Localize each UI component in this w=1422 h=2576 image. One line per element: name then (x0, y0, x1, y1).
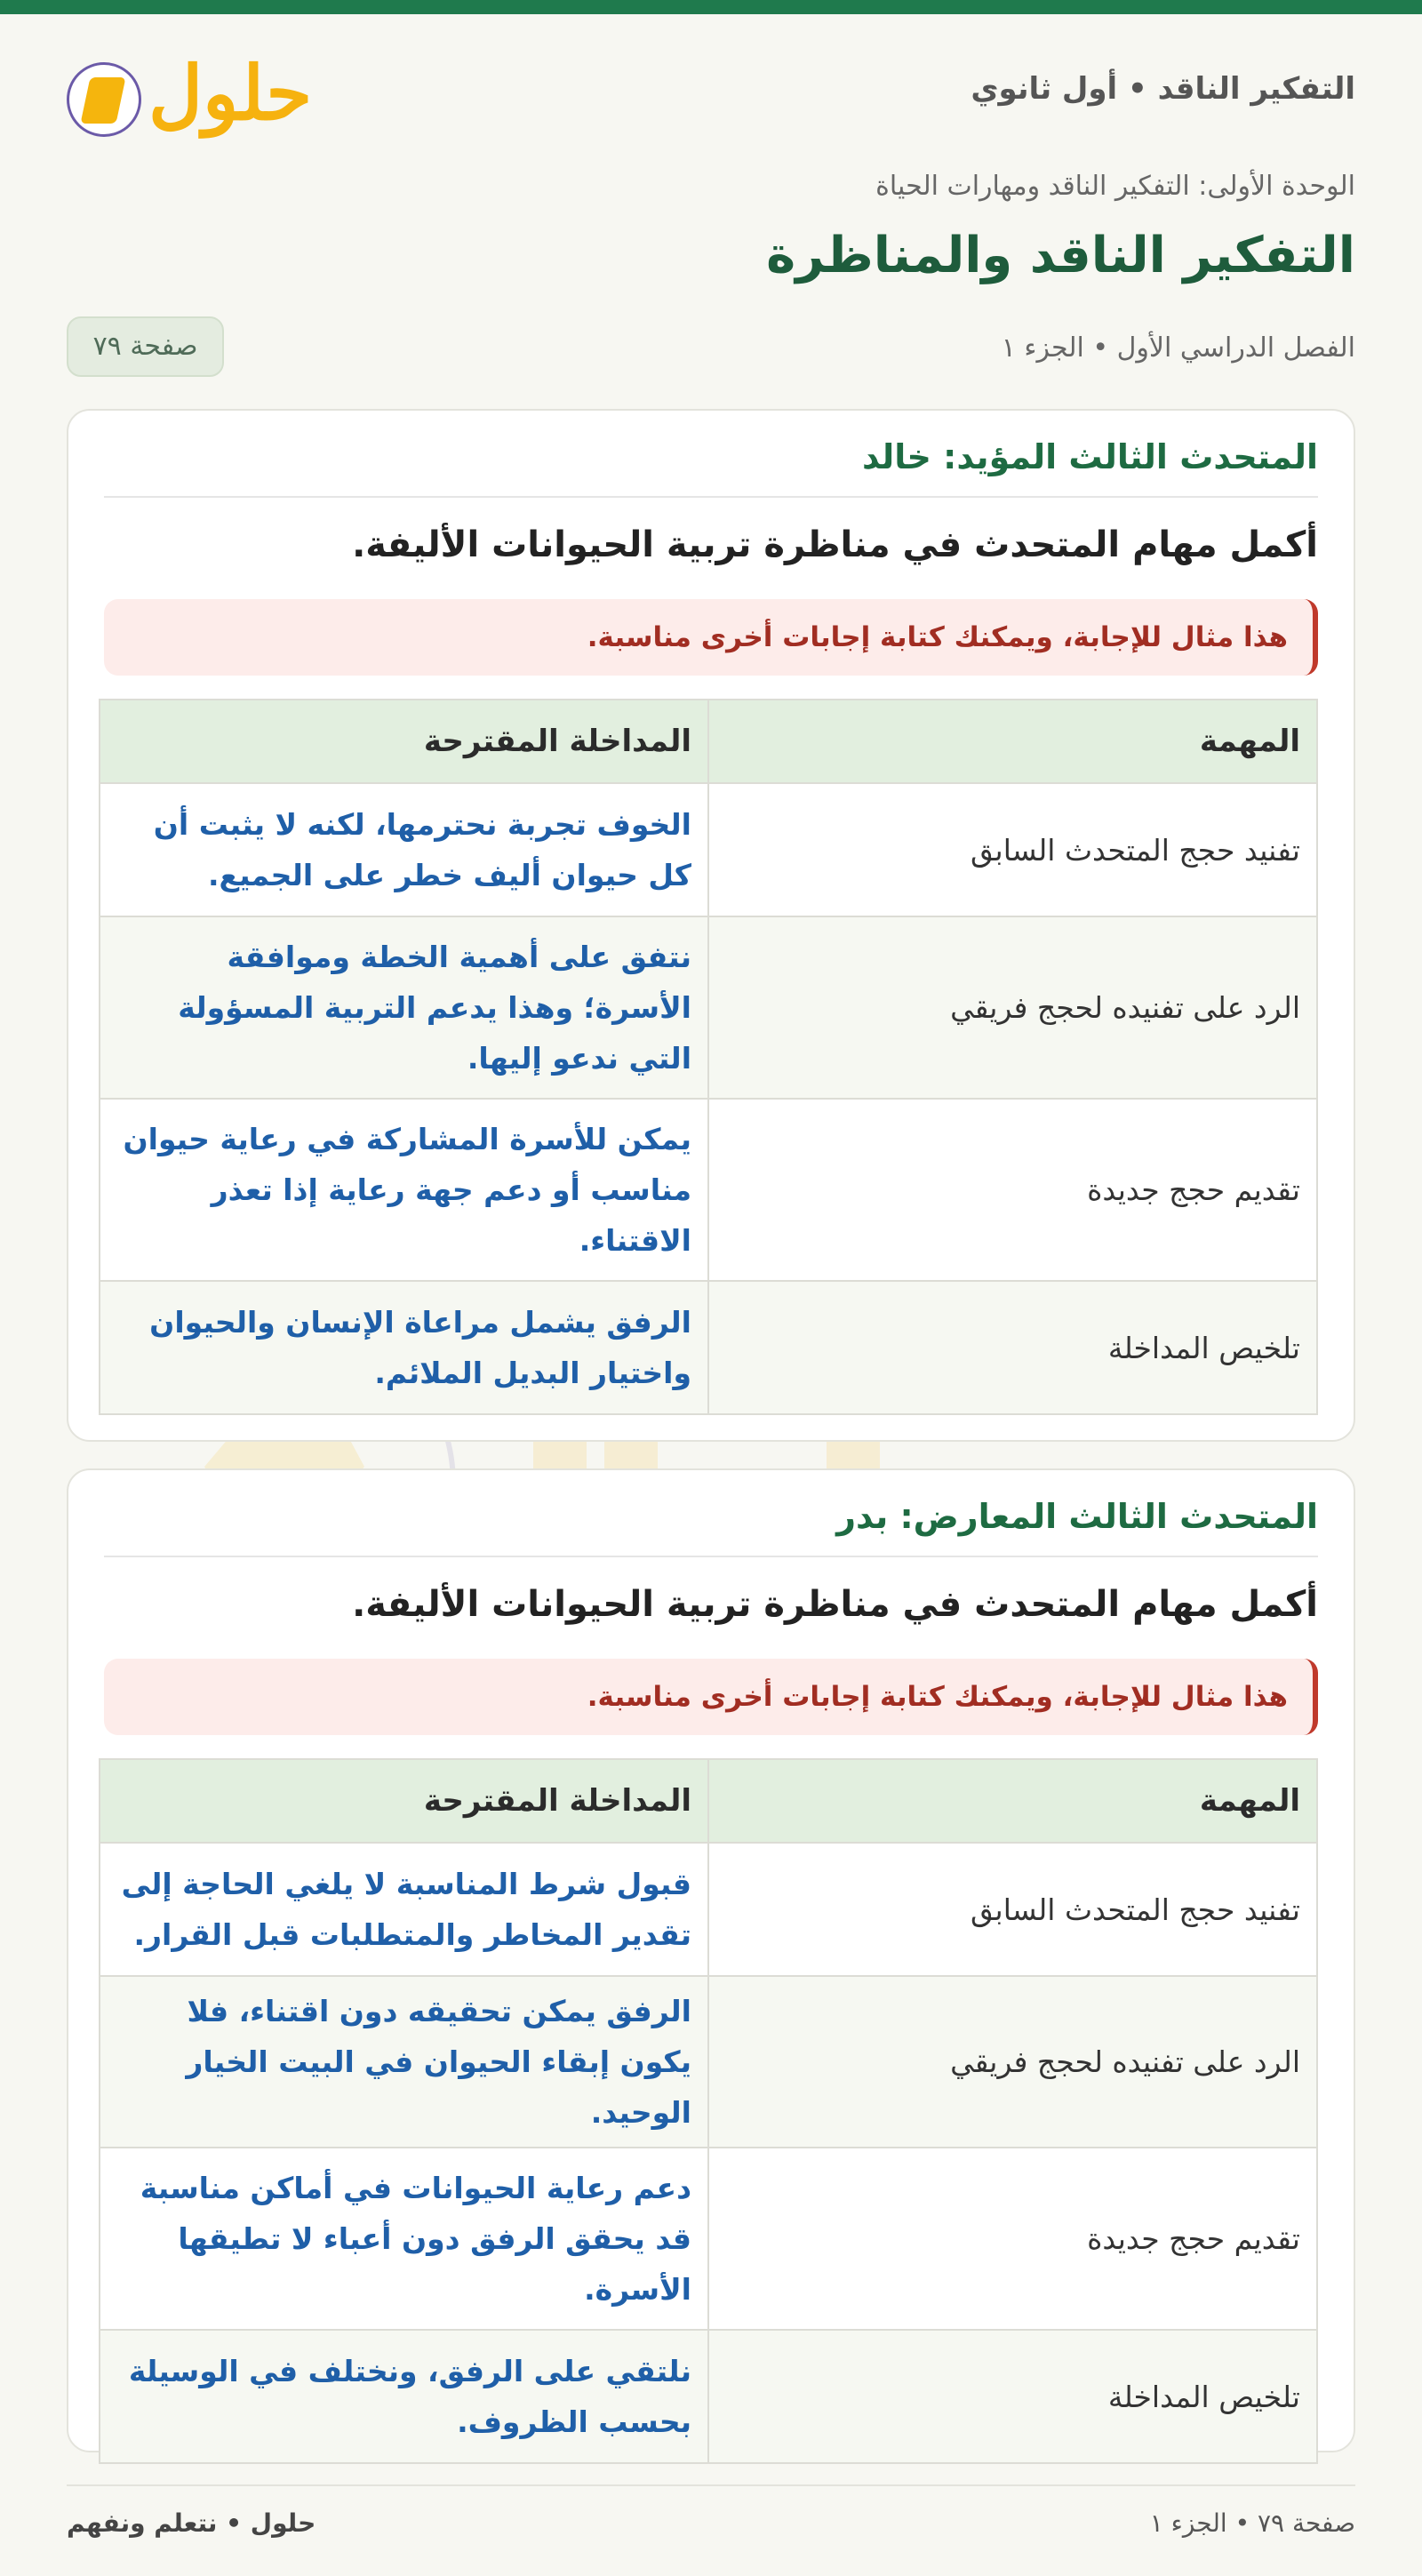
task-cell: تفنيد حجج المتحدث السابق (708, 783, 1317, 916)
task-cell: تقديم حجج جديدة (708, 1099, 1317, 1281)
speaker-heading: المتحدث الثالث المعارض: بدر (104, 1497, 1318, 1557)
semester-info: الفصل الدراسي الأول • الجزء ١ (1001, 332, 1355, 364)
table-row (100, 783, 1317, 916)
answer-cell: قبول شرط المناسبة لا يلغي الحاجة إلى تقدير المخاطر والمتطلبات قبل القرار. (100, 1843, 708, 1976)
table-row (100, 1099, 1317, 1281)
column-header-task: المهمة (708, 1759, 1317, 1843)
column-header-answer: المداخلة المقترحة (100, 700, 708, 783)
column-header-task: المهمة (708, 700, 1317, 783)
task-cell: تفنيد حجج المتحدث السابق (708, 1843, 1317, 1976)
task-cell: تلخيص المداخلة (708, 2330, 1317, 2463)
task-cell: تقديم حجج جديدة (708, 2148, 1317, 2330)
example-answer-note: هذا مثال للإجابة، ويمكنك كتابة إجابات أخرى مناسبة. (104, 599, 1318, 676)
course-title: التفكير الناقد • أول ثانوي (971, 71, 1355, 107)
logo-wordmark: حلول (148, 49, 313, 137)
table-row (100, 1976, 1317, 2148)
table-row (100, 1843, 1317, 1976)
task-instruction: أكمل مهام المتحدث في مناظرة تربية الحيوانات الأليفة. (352, 524, 1318, 565)
table-row (100, 1281, 1317, 1414)
task-instruction: أكمل مهام المتحدث في مناظرة تربية الحيوانات الأليفة. (352, 1584, 1318, 1625)
task-cell: تلخيص المداخلة (708, 1281, 1317, 1414)
answer-cell: الرفق يشمل مراعاة الإنسان والحيوان واختيار البديل الملائم. (100, 1281, 708, 1414)
table-row (100, 2148, 1317, 2330)
top-accent-bar (0, 0, 1422, 14)
table-row (100, 2330, 1317, 2463)
column-header-answer: المداخلة المقترحة (100, 1759, 708, 1843)
footer-page-info: صفحة ٧٩ • الجزء ١ (1149, 2508, 1355, 2538)
speaker-card-opponent (67, 1468, 1355, 2452)
page-header (67, 44, 1355, 142)
table-row (100, 916, 1317, 1099)
brand-logo[interactable] (67, 44, 316, 142)
logo-emblem-icon (67, 62, 141, 137)
answer-cell: الخوف تجربة نحترمها، لكنه لا يثبت أن كل حيوان أليف خطر على الجميع. (100, 783, 708, 916)
example-answer-note: هذا مثال للإجابة، ويمكنك كتابة إجابات أخرى مناسبة. (104, 1659, 1318, 1735)
speaker-heading: المتحدث الثالث المؤيد: خالد (104, 437, 1318, 498)
answer-cell: دعم رعاية الحيوانات في أماكن مناسبة قد يحقق الرفق دون أعباء لا تطيقها الأسرة. (100, 2148, 708, 2330)
answer-cell: يمكن للأسرة المشاركة في رعاية حيوان مناسب أو دعم جهة رعاية إذا تعذر الاقتناء. (100, 1099, 708, 1281)
debate-task-table (99, 699, 1318, 1415)
unit-title: الوحدة الأولى: التفكير الناقد ومهارات الحياة (875, 171, 1355, 202)
page-number-badge: صفحة ٧٩ (67, 316, 224, 377)
speaker-card-supporter (67, 409, 1355, 1442)
task-cell: الرد على تفنيده لحجج فريقي (708, 916, 1317, 1099)
task-cell: الرد على تفنيده لحجج فريقي (708, 1976, 1317, 2148)
lesson-title: التفكير الناقد والمناظرة (766, 227, 1355, 284)
answer-cell: الرفق يمكن تحقيقه دون اقتناء، فلا يكون إبقاء الحيوان في البيت الخيار الوحيد. (100, 1976, 708, 2148)
footer-divider (67, 2484, 1355, 2486)
debate-task-table (99, 1758, 1318, 2464)
footer-brand: حلول • نتعلم ونفهم (67, 2508, 316, 2538)
answer-cell: نتفق على أهمية الخطة وموافقة الأسرة؛ وهذا يدعم التربية المسؤولة التي ندعو إليها. (100, 916, 708, 1099)
answer-cell: نلتقي على الرفق، ونختلف في الوسيلة بحسب الظروف. (100, 2330, 708, 2463)
